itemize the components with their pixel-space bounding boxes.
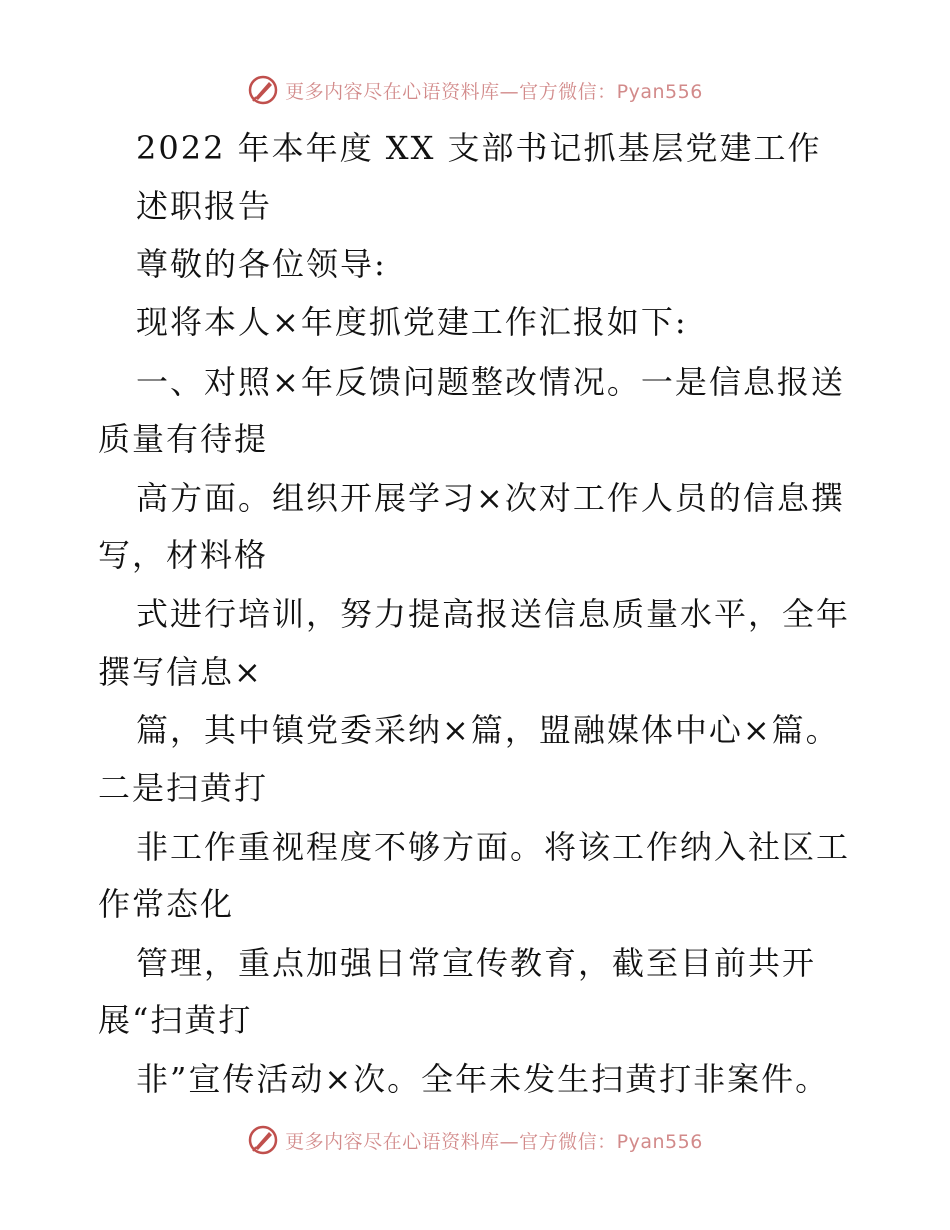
body-line: 管理，重点加强日常宣传教育，截至目前共开: [136, 944, 817, 982]
body-line: 作常态化: [98, 885, 235, 923]
body-line: 质量有待提: [98, 420, 269, 458]
body-line: 高方面。组织开展学习×次对工作人员的信息撰: [136, 479, 845, 517]
body-line: 篇，其中镇党委采纳×篇，盟融媒体中心×篇。: [136, 711, 840, 749]
watermark-text: 更多内容尽在心语资料库—官方微信：Pyan556: [285, 1130, 703, 1153]
body-line: 写，材料格: [98, 536, 269, 574]
body-line: 二是扫黄打: [98, 769, 269, 807]
body-line: 一、对照×年反馈问题整改情况。一是信息报送: [136, 363, 845, 401]
body-line: 展“扫黄打: [98, 1001, 253, 1039]
body-line: 撰写信息×: [98, 653, 263, 691]
body-line: 式进行培训，努力提高报送信息质量水平，全年: [136, 595, 851, 633]
footer-watermark: [0, 1120, 950, 1160]
watermark-text: 更多内容尽在心语资料库—官方微信：Pyan556: [285, 80, 703, 103]
document-title-line-2: 述职报告: [136, 187, 273, 225]
salutation: 尊敬的各位领导:: [136, 245, 387, 283]
intro-paragraph: 现将本人×年度抓党建工作汇报如下:: [136, 303, 688, 341]
body-line: 非”宣传活动×次。全年未发生扫黄打非案件。: [136, 1060, 830, 1098]
body-line: 非工作重视程度不够方面。将该工作纳入社区工: [136, 828, 851, 866]
document-title-line-1: 2022 年本年度 XX 支部书记抓基层党建工作: [136, 129, 822, 167]
header-watermark: [0, 70, 950, 110]
quill-pen-logo-icon: [247, 74, 279, 106]
quill-pen-logo-icon: [247, 1124, 279, 1156]
